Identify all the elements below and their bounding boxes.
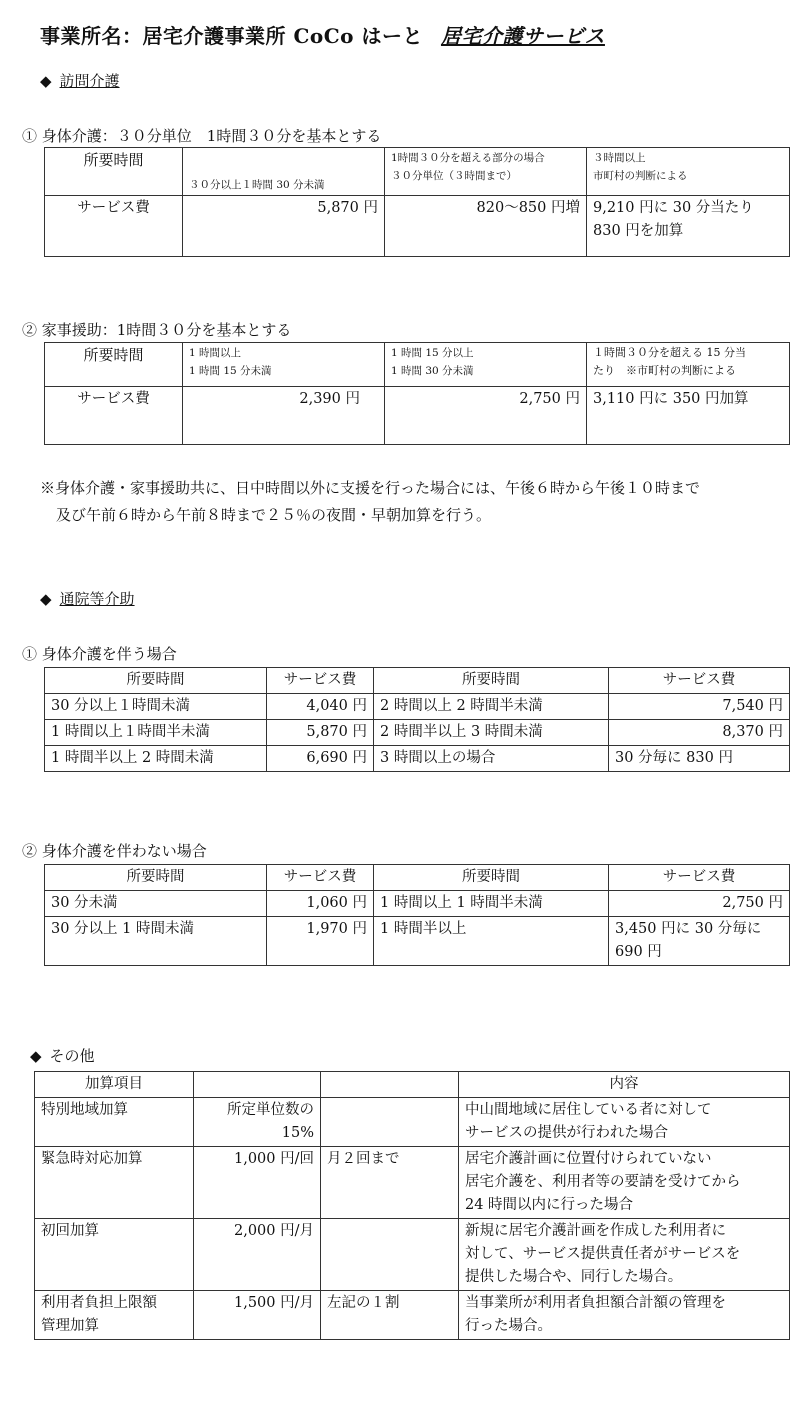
header-cell: サービス費	[609, 865, 790, 891]
additional-fees-table	[34, 1071, 790, 1340]
fee-cell: 2,390 円	[183, 387, 385, 445]
table-row	[45, 387, 790, 445]
table-row	[35, 1291, 790, 1340]
description-cell: 当事業所が利用者負担額合計額の管理を 行った場合。	[459, 1291, 790, 1340]
item-cell: 特別地域加算	[35, 1098, 194, 1147]
section-other-heading: ◆ その他	[30, 1047, 95, 1065]
header-cell: 1 時間 15 分以上 1 時間 30 分未満	[385, 343, 587, 387]
header-cell: サービス費	[267, 668, 374, 694]
office-name: 事業所名：居宅介護事業所 CoCo はーと	[40, 24, 423, 48]
household-table	[44, 342, 790, 445]
fee-cell: 3,450 円に 30 分毎に 690 円	[609, 917, 790, 966]
hospital-without-physical-table	[44, 864, 790, 966]
header-cell: 所要時間	[374, 668, 609, 694]
header-cell: 所要時間	[45, 865, 267, 891]
fee-cell: 5,870 円	[183, 196, 385, 257]
header-cell: 所要時間	[374, 865, 609, 891]
rate-cell: 所定単位数の 15%	[194, 1098, 321, 1147]
physical-care-table	[44, 147, 790, 257]
duration-cell: 1 時間以上 1 時間半未満	[374, 891, 609, 917]
fee-cell: 2,750 円	[385, 387, 587, 445]
limit-cell	[321, 1219, 459, 1291]
header-cell: ３時間以上 市町村の判断による	[587, 148, 790, 196]
duration-cell: 2 時間以上 2 時間半未満	[374, 694, 609, 720]
duration-cell: 3 時間以上の場合	[374, 746, 609, 772]
header-cell: 加算項目	[35, 1072, 194, 1098]
limit-cell: 月２回まで	[321, 1147, 459, 1219]
fee-cell: 1,060 円	[267, 891, 374, 917]
rate-cell: 2,000 円/月	[194, 1219, 321, 1291]
header-cell: １時間３０分を超える 15 分当 たり ※市町村の判断による	[587, 343, 790, 387]
fee-cell: 7,540 円	[609, 694, 790, 720]
header-cell: 所要時間	[45, 343, 183, 387]
header-cell: サービス費	[267, 865, 374, 891]
without-physical-caption: ② 身体介護を伴わない場合	[22, 842, 207, 860]
description-cell: 居宅介護計画に位置付けられていない 居宅介護を、利用者等の要請を受けてから 24 時間以内に行った場合	[459, 1147, 790, 1219]
table-row	[45, 694, 790, 720]
fee-cell: 820～850 円増	[385, 196, 587, 257]
item-cell: 初回加算	[35, 1219, 194, 1291]
duration-cell: 1 時間半以上	[374, 917, 609, 966]
item-cell: 緊急時対応加算	[35, 1147, 194, 1219]
table-row	[45, 891, 790, 917]
table-row	[45, 148, 790, 196]
fee-cell: 6,690 円	[267, 746, 374, 772]
table-row	[45, 917, 790, 966]
header-cell: 所要時間	[45, 148, 183, 196]
description-cell: 中山間地域に居住している者に対して サービスの提供が行われた場合	[459, 1098, 790, 1147]
limit-cell: 左記の１割	[321, 1291, 459, 1340]
table-row	[45, 746, 790, 772]
header-cell: 1時間３０分を超える部分の場合 ３０分単位（３時間まで）	[385, 148, 587, 196]
header-cell: ３０分以上１時間 30 分未満	[183, 148, 385, 196]
fee-cell: 30 分毎に 830 円	[609, 746, 790, 772]
header-cell: 所要時間	[45, 668, 267, 694]
hospital-with-physical-table	[44, 667, 790, 772]
description-cell: 新規に居宅介護計画を作成した利用者に 対して、サービス提供責任者がサービスを 提供した場合や、同行した場合。	[459, 1219, 790, 1291]
header-cell: サービス費	[609, 668, 790, 694]
diamond-bullet-icon: ◆	[40, 590, 52, 608]
service-name: 居宅介護サービス	[440, 24, 605, 48]
table-row	[45, 196, 790, 257]
surcharge-note: ※身体介護・家事援助共に、日中時間以外に支援を行った場合には、午後６時から午後１０時まで 及び午前６時から午前８時まで２５％の夜間・早朝加算を行う。	[40, 479, 701, 524]
diamond-bullet-icon: ◆	[40, 72, 52, 90]
table-row	[35, 1219, 790, 1291]
header-cell: 1 時間以上 1 時間 15 分未満	[183, 343, 385, 387]
with-physical-caption: ① 身体介護を伴う場合	[22, 645, 177, 663]
fee-cell: 9,210 円に 30 分当たり 830 円を加算	[587, 196, 790, 257]
row-label: サービス費	[45, 387, 183, 445]
table-row	[45, 720, 790, 746]
rate-cell: 1,000 円/回	[194, 1147, 321, 1219]
rate-cell: 1,500 円/月	[194, 1291, 321, 1340]
duration-cell: 1 時間半以上 2 時間未満	[45, 746, 267, 772]
duration-cell: 30 分以上 1 時間未満	[45, 917, 267, 966]
diamond-bullet-icon: ◆	[30, 1047, 42, 1065]
row-label: サービス費	[45, 196, 183, 257]
fee-cell: 3,110 円に 350 円加算	[587, 387, 790, 445]
fee-cell: 8,370 円	[609, 720, 790, 746]
duration-cell: 2 時間半以上 3 時間未満	[374, 720, 609, 746]
page-title	[40, 20, 605, 49]
fee-cell: 5,870 円	[267, 720, 374, 746]
physical-care-caption: ① 身体介護：３０分単位 1時間３０分を基本とする	[22, 127, 382, 145]
fee-cell: 1,970 円	[267, 917, 374, 966]
table-row	[35, 1098, 790, 1147]
fee-cell: 4,040 円	[267, 694, 374, 720]
table-row	[45, 865, 790, 891]
duration-cell: 30 分未満	[45, 891, 267, 917]
header-cell: 内容	[459, 1072, 790, 1098]
table-row	[35, 1072, 790, 1098]
section-hospital-heading: ◆ 通院等介助	[40, 590, 135, 608]
limit-cell	[321, 1098, 459, 1147]
table-row	[45, 668, 790, 694]
table-row	[45, 343, 790, 387]
section-homecare-heading: ◆ 訪問介護	[40, 72, 120, 90]
duration-cell: 1 時間以上１時間半未満	[45, 720, 267, 746]
fee-cell: 2,750 円	[609, 891, 790, 917]
item-cell: 利用者負担上限額 管理加算	[35, 1291, 194, 1340]
duration-cell: 30 分以上１時間未満	[45, 694, 267, 720]
table-row	[35, 1147, 790, 1219]
household-caption: ② 家事援助：1時間３０分を基本とする	[22, 321, 292, 339]
